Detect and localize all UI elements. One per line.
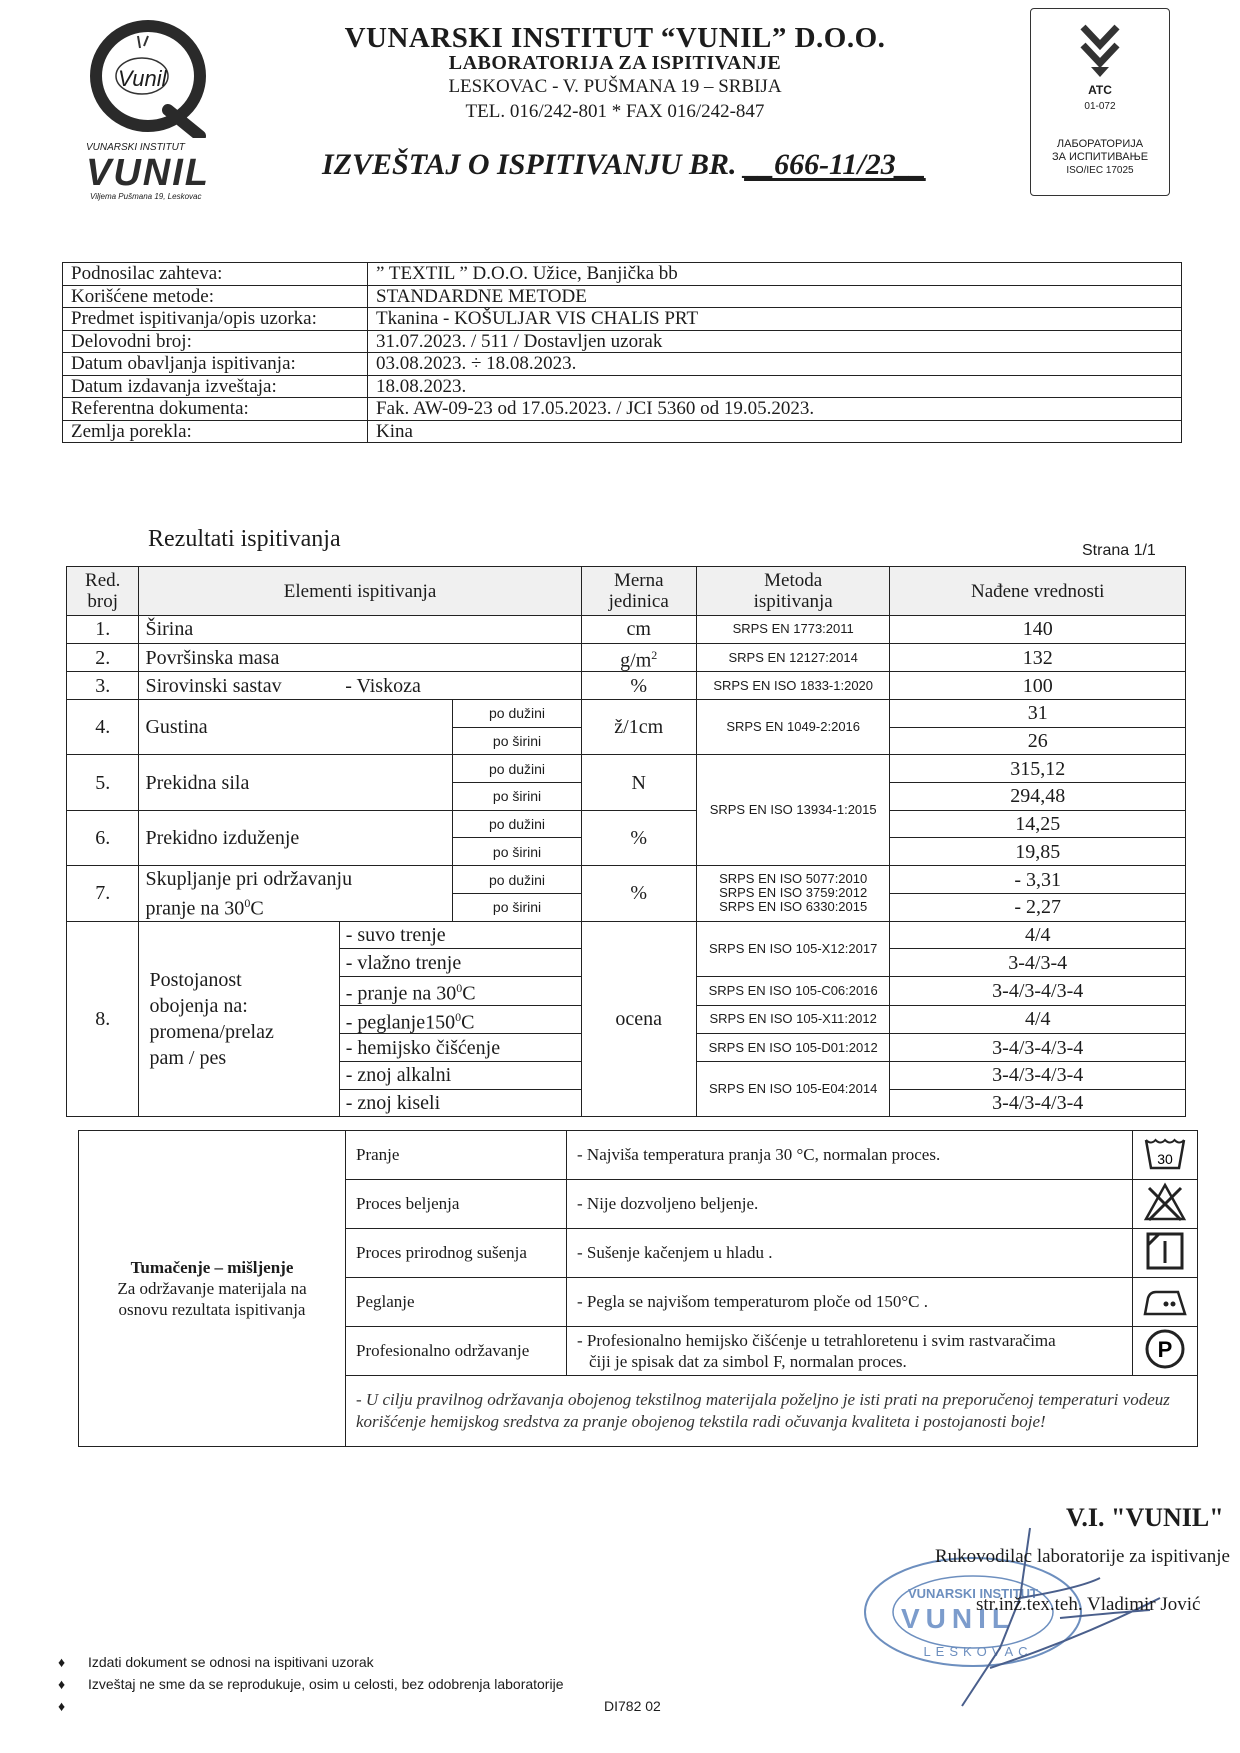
row-element: Širina — [139, 616, 581, 644]
row-method: SRPS EN ISO 105-X11:2012 — [696, 1005, 890, 1034]
info-label: Korišćene metode: — [63, 285, 368, 308]
row-element: Prekidna sila — [139, 755, 453, 810]
info-row — [63, 263, 1182, 286]
table-row — [67, 755, 1186, 783]
row-value: 3-4/3-4/3-4 — [890, 976, 1186, 1005]
info-row — [63, 375, 1182, 398]
direction-length: po dužini — [453, 866, 581, 894]
care-description: - Najviša temperatura pranja 30 °C, normalan proces. — [567, 1131, 1133, 1180]
report-prefix: IZVEŠTAJ O ISPITIVANJU BR. — [322, 148, 737, 181]
row-unit: $g/m^2$ — [581, 643, 696, 672]
report-title — [322, 148, 926, 182]
interpretation-text: osnovu rezultata ispitivanja — [118, 1300, 306, 1319]
institute-name: VUNARSKI INSTITUT “VUNIL” D.O.O. — [344, 22, 886, 54]
row-method: SRPS EN ISO 13934-1:2015 — [696, 755, 890, 866]
direction-length: po dužini — [453, 755, 581, 783]
info-value: Fak. AW-09-23 od 17.05.2023. / JCI 5360 od 19.05.2023. — [368, 398, 1182, 421]
interpretation-title: Tumačenje – mišljenje — [130, 1258, 294, 1277]
interpretation-summary — [79, 1131, 346, 1447]
row-value: 19,85 — [890, 838, 1186, 866]
row-value: 14,25 — [890, 810, 1186, 838]
footer-note: ♦ Izveštaj ne sme da se reprodukuje, osim u celosti, bez odobrenja laboratorije — [58, 1676, 564, 1692]
direction-width: po širini — [453, 727, 581, 755]
svg-text:VUNARSKI INSTITUT: VUNARSKI INSTITUT — [908, 1586, 1038, 1601]
atc-emblem-icon — [1077, 23, 1123, 79]
row-element: Gustina — [139, 700, 453, 755]
header-no: Red. broj — [67, 567, 139, 616]
no-bleach-icon — [1133, 1180, 1198, 1229]
institute-address: LESKOVAC - V. PUŠMANA 19 – SRBIJA — [448, 76, 782, 97]
signature-name: str.inž.tex.teh. Vladimir Jović — [976, 1594, 1201, 1615]
professional-clean-p-icon — [1133, 1327, 1198, 1376]
direction-length: po dužini — [453, 810, 581, 838]
info-label: Datum izdavanja izveštaja: — [63, 375, 368, 398]
row-no: 1. — [67, 616, 139, 644]
signature-role: Rukovodilac laboratorije za ispitivanje — [935, 1546, 1230, 1567]
row-no: 8. — [67, 921, 139, 1117]
info-row — [63, 285, 1182, 308]
header-element: Elementi ispitivanja — [139, 567, 581, 616]
row-value: 3-4/3-4/3-4 — [890, 1061, 1186, 1089]
row-no: 2. — [67, 643, 139, 672]
svg-text:30: 30 — [1157, 1150, 1173, 1167]
svg-text:P: P — [1157, 1336, 1173, 1362]
row-method: SRPS EN ISO 1833-1:2020 — [696, 672, 890, 700]
header-method: Metoda ispitivanja — [696, 567, 890, 616]
table-row — [67, 643, 1186, 672]
info-value: 03.08.2023. ÷ 18.08.2023. — [368, 353, 1182, 376]
info-label: Zemlja porekla: — [63, 420, 368, 443]
row-no: 7. — [67, 866, 139, 921]
info-value: 31.07.2023. / 511 / Dostavljen uzorak — [368, 330, 1182, 353]
row-method: SRPS EN ISO 5077:2010 SRPS EN ISO 3759:2012 SRPS EN ISO 6330:2015 — [696, 866, 890, 921]
info-label: Delovodni broj: — [63, 330, 368, 353]
footer-note: ♦ Izdati dokument se odnosi na ispitivani uzorak — [58, 1654, 374, 1670]
row-element: Prekidno izduženje — [139, 810, 453, 865]
row-value: 26 — [890, 727, 1186, 755]
row-value: 140 — [890, 616, 1186, 644]
signature-org: V.I. "VUNIL" — [1066, 1503, 1224, 1532]
accreditation-badge — [1030, 8, 1170, 196]
info-row — [63, 308, 1182, 331]
row-unit: % — [581, 672, 696, 700]
care-category: Peglanje — [346, 1278, 567, 1327]
iron-icon — [1133, 1278, 1198, 1327]
row-method: SRPS EN ISO 105-D01:2012 — [696, 1034, 890, 1062]
header-value: Nađene vrednosti — [890, 567, 1186, 616]
row-value: 315,12 — [890, 755, 1186, 783]
info-value: ” TEXTIL ” D.O.O. Užice, Banjička bb — [368, 263, 1182, 286]
fastness-sub: - pranje na $30^0C$ — [339, 976, 581, 1005]
care-row — [79, 1131, 1198, 1180]
row-value: - 2,27 — [890, 893, 1186, 921]
header-unit: Merna jedinica — [581, 567, 696, 616]
row-value: 132 — [890, 643, 1186, 672]
row-unit: N — [581, 755, 696, 810]
row-no: 3. — [67, 672, 139, 700]
row-unit: % — [581, 866, 696, 921]
row-value: 4/4 — [890, 921, 1186, 949]
direction-width: po širini — [453, 893, 581, 921]
page-indicator: Strana 1/1 — [1082, 542, 1156, 559]
row-value: 4/4 — [890, 1005, 1186, 1034]
care-description: - Pegla se najvišom temperaturom ploče od 150°C . — [567, 1278, 1133, 1327]
line-dry-shade-icon — [1133, 1229, 1198, 1278]
fastness-sub: - znoj alkalni — [339, 1061, 581, 1089]
results-header-row — [67, 567, 1186, 616]
row-element: Površinska masa — [139, 643, 581, 672]
row-no: 6. — [67, 810, 139, 865]
care-category: Profesionalno održavanje — [346, 1327, 567, 1376]
table-row — [67, 921, 1186, 949]
row-value: 3-4/3-4/3-4 — [890, 1034, 1186, 1062]
fastness-sub: - $peglanje150^0C$ — [339, 1005, 581, 1034]
care-category: Proces beljenja — [346, 1180, 567, 1229]
direction-width: po širini — [453, 838, 581, 866]
info-value: Kina — [368, 420, 1182, 443]
atc-code: 01-072 — [1084, 101, 1116, 112]
row-unit: ocena — [581, 921, 696, 1117]
row-value: 3-4/3-4 — [890, 949, 1186, 977]
footer-bullet: ♦ — [58, 1698, 66, 1714]
atc-lab-line2: ЗА ИСПИТИВАЊЕ — [1051, 151, 1149, 163]
info-label: Referentna dokumenta: — [63, 398, 368, 421]
care-description: - Profesionalno hemijsko čišćenje u tetrahloretenu i svim rastvaračima čiji je spisak dat za simbol F, normalan proces. — [567, 1327, 1133, 1376]
row-value: 31 — [890, 700, 1186, 728]
info-value: 18.08.2023. — [368, 375, 1182, 398]
fastness-sub: - hemijsko čišćenje — [339, 1034, 581, 1062]
lab-name: LABORATORIJA ZA ISPITIVANJE — [448, 52, 782, 74]
row-method: SRPS EN ISO 105-C06:2016 — [696, 976, 890, 1005]
row-element: Postojanost obojenja na: promena/prelaz pam / pes — [139, 921, 339, 1117]
row-method: SRPS EN ISO 105-E04:2014 — [696, 1061, 890, 1116]
row-value: 294,48 — [890, 783, 1186, 811]
info-label: Datum obavljanja ispitivanja: — [63, 353, 368, 376]
row-method: SRPS EN ISO 105-X12:2017 — [696, 921, 890, 976]
wash-30-icon — [1133, 1131, 1198, 1180]
table-row — [67, 672, 1186, 700]
fastness-sub: - znoj kiseli — [339, 1089, 581, 1117]
row-no: 5. — [67, 755, 139, 810]
logo-inner-text: Vunil — [118, 66, 167, 91]
care-interpretation-table — [78, 1130, 1198, 1447]
info-row — [63, 420, 1182, 443]
care-description: - Nije dozvoljeno beljenje. — [567, 1180, 1133, 1229]
care-description: - Sušenje kačenjem u hladu . — [567, 1229, 1133, 1278]
care-category: Proces prirodnog sušenja — [346, 1229, 567, 1278]
direction-length: po dužini — [453, 700, 581, 728]
table-row — [67, 810, 1186, 838]
row-unit: cm — [581, 616, 696, 644]
report-number: __666-11/23__ — [744, 148, 926, 181]
direction-width: po širini — [453, 783, 581, 811]
svg-text:VUNIL: VUNIL — [901, 1603, 1015, 1634]
results-table — [66, 566, 1186, 1117]
table-row — [67, 700, 1186, 728]
svg-text:LESKOVAC: LESKOVAC — [923, 1644, 1033, 1659]
care-note: - U cilju pravilnog održavanja obojenog tekstilnog materijala poželjno je isti prati na preporučenoj temperaturi vodeuz korišćenje hemijskog sredstva za pranje obojenog tekstila radi očuvanja kvaliteta i postojanosti boje! — [346, 1376, 1198, 1447]
row-method: SRPS EN 12127:2014 — [696, 643, 890, 672]
row-method: SRPS EN 1773:2011 — [696, 616, 890, 644]
table-row — [67, 866, 1186, 894]
info-value: Tkanina - KOŠULJAR VIS CHALIS PRT — [368, 308, 1182, 331]
fastness-sub: - vlažno trenje — [339, 949, 581, 977]
row-value: 100 — [890, 672, 1186, 700]
info-row — [63, 398, 1182, 421]
row-element: Sirovinski sastav — [139, 672, 339, 700]
interpretation-text: Za održavanje materijala na — [117, 1279, 307, 1298]
row-no: 4. — [67, 700, 139, 755]
table-row — [67, 616, 1186, 644]
info-label: Predmet ispitivanja/opis uzorka: — [63, 308, 368, 331]
info-value: STANDARDNE METODE — [368, 285, 1182, 308]
info-row — [63, 353, 1182, 376]
logo-caption: VUNARSKI INSTITUT — [86, 142, 185, 153]
row-value: - 3,31 — [890, 866, 1186, 894]
fastness-sub: - suvo trenje — [339, 921, 581, 949]
row-subelement: - Viskoza — [339, 672, 581, 700]
row-unit: ž/1cm — [581, 700, 696, 755]
atc-standard: ISO/IEC 17025 — [1066, 165, 1134, 176]
info-label: Podnosilac zahteva: — [63, 263, 368, 286]
results-title: Rezultati ispitivanja — [148, 526, 341, 552]
logo-address: Viljema Pušmana 19, Leskovac — [90, 192, 202, 201]
atc-label: ATC — [1088, 83, 1112, 97]
row-element: Skupljanje pri održavanju pranje na $30^0C$ — [139, 866, 453, 921]
row-value: 3-4/3-4/3-4 — [890, 1089, 1186, 1117]
document-code: DI782 02 — [604, 1698, 661, 1714]
logo-wordmark: VUNIL — [86, 152, 210, 194]
request-info-table — [62, 262, 1182, 443]
info-row — [63, 330, 1182, 353]
row-unit: % — [581, 810, 696, 865]
institute-phone: TEL. 016/242-801 * FAX 016/242-847 — [465, 101, 765, 122]
care-category: Pranje — [346, 1131, 567, 1180]
row-method: SRPS EN 1049-2:2016 — [696, 700, 890, 755]
atc-lab-line1: ЛАБОРАТОРИЈА — [1056, 138, 1144, 150]
